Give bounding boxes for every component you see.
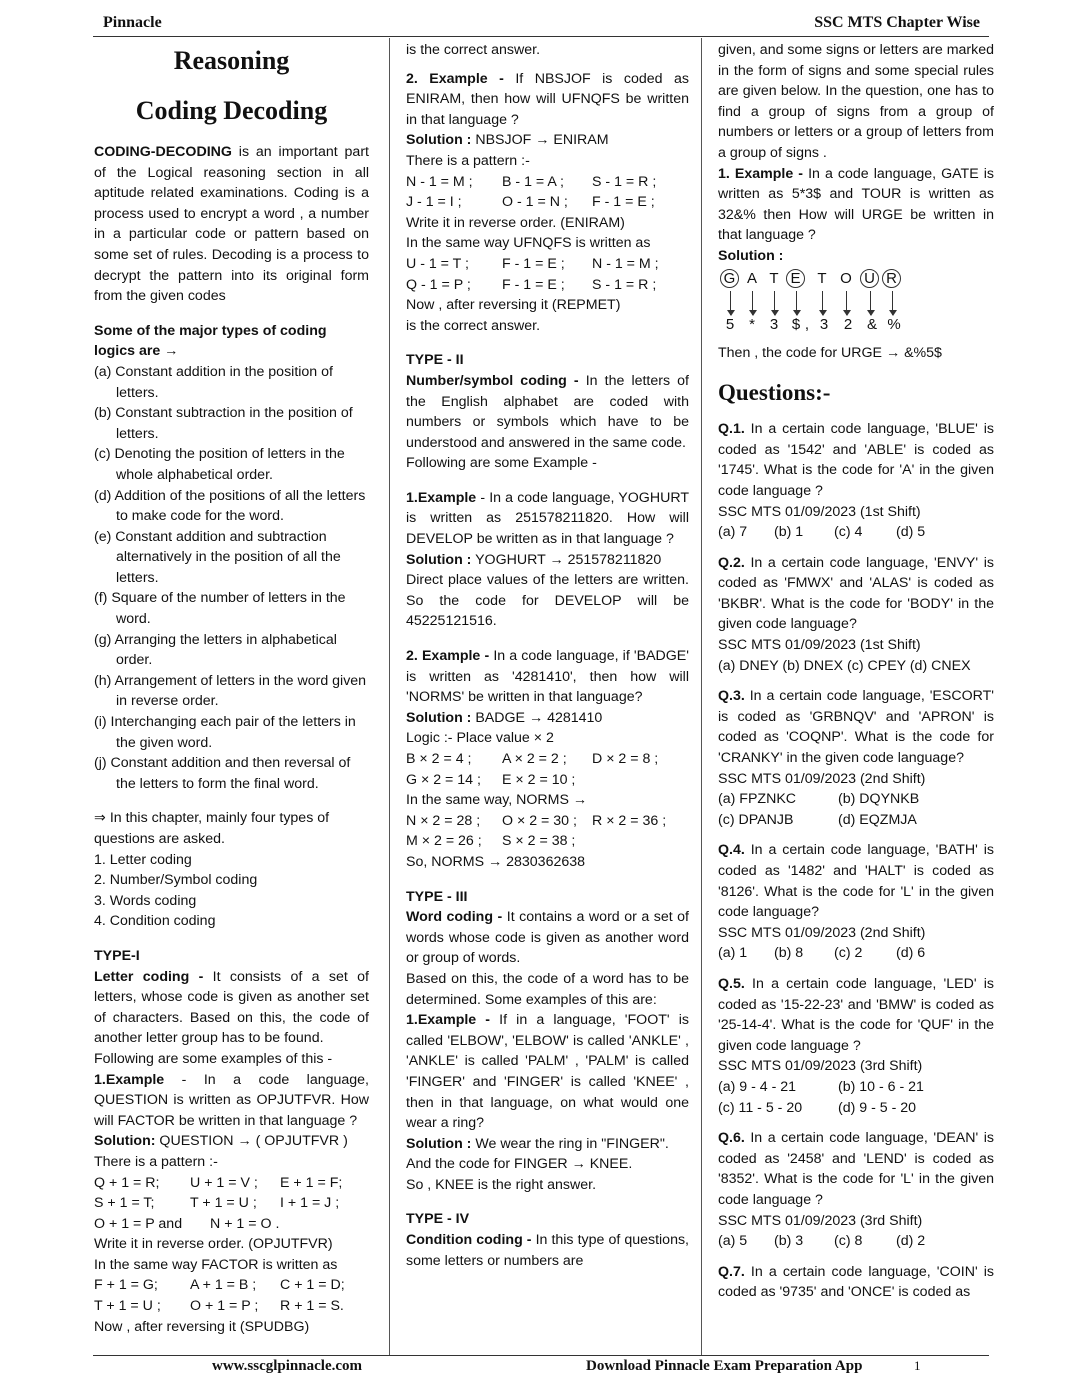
diagram-value: 5 — [725, 315, 735, 333]
diagram-letter: O — [840, 269, 852, 287]
example-solution — [406, 550, 689, 571]
pattern-cell: O + 1 = P and — [94, 1215, 183, 1232]
diagram-letter: A — [746, 269, 757, 287]
list-item: (g) Arranging the letters in alphabetical order. — [94, 631, 337, 669]
option: (d) 5 — [896, 524, 926, 541]
pattern-cell: S × 2 = 38 ; — [502, 833, 576, 850]
word-coding-paragraph — [406, 907, 689, 969]
question-2 — [718, 553, 994, 677]
solution-text: We wear the ring in "FINGER". — [471, 1135, 669, 1152]
question-text: In a certain code language, 'BATH' is coded as '1482' and 'HALT' is coded as '8126'. What is the code for 'L' in the given code language? — [718, 842, 994, 921]
pattern-cell: F - 1 = E ; — [502, 255, 565, 272]
diagram-value: $ — [791, 315, 801, 333]
pattern-cell: N - 1 = M ; — [406, 173, 473, 190]
diagram-arrow — [822, 291, 823, 315]
header-brand: Pinnacle — [103, 14, 162, 31]
solution-text: BADGE → 4281410 — [471, 709, 603, 726]
final-text: So , KNEE is the right answer. — [406, 1176, 597, 1193]
reverse-text: Write it in reverse order. (ENIRAM) — [406, 214, 625, 231]
pattern-cell: T + 1 = U ; — [94, 1298, 161, 1315]
pattern-cell: F + 1 = G; — [94, 1277, 158, 1294]
pattern-cell: B × 2 = 4 ; — [406, 751, 472, 767]
solution-label: Solution : — [406, 551, 472, 568]
option: (d) 6 — [896, 945, 926, 962]
diagram-value: 2 — [843, 315, 853, 333]
same-way-text: In the same way, NORMS → — [406, 792, 588, 809]
chapter-note: ⇒ In this chapter, mainly four types of questions are asked. — [94, 810, 330, 847]
intro-term: CODING-DECODING — [94, 144, 232, 160]
question-source: SSC MTS 01/09/2023 (1st Shift) — [718, 637, 921, 654]
question-6 — [718, 1128, 994, 1252]
list-item: (h) Arrangement of letters in the word given in reverse order. — [94, 672, 367, 710]
type4-heading: TYPE - IV — [406, 1211, 470, 1228]
question-text: In a certain code language, 'LED' is coded as '15-22-23' and 'BMW' is coded as '25-14-4'. What is the code for 'QUF' in the given code language ? — [718, 975, 994, 1054]
pattern-cell: G × 2 = 14 ; — [406, 771, 481, 788]
pattern-row — [94, 1296, 369, 1317]
option: (c) 2 — [834, 945, 863, 962]
option: (c) DPANJB — [718, 811, 794, 828]
pattern-row — [406, 770, 689, 791]
condition-coding-text: In this type of questions, some letters or numbers are — [406, 1232, 689, 1269]
option: (b) 1 — [774, 524, 804, 541]
pattern-cell: O - 1 = N ; — [502, 194, 568, 211]
intro-paragraph — [94, 142, 369, 307]
type2-example-1 — [406, 488, 689, 550]
pattern-cell: E × 2 = 10 ; — [502, 771, 576, 788]
option: (b) 8 — [774, 945, 804, 962]
diagram-arrow — [846, 291, 847, 315]
same-way-text: In the same way UFNQFS is written as — [406, 235, 651, 252]
question-source: SSC MTS 01/09/2023 (2nd Shift) — [718, 770, 926, 787]
example-solution — [94, 1131, 369, 1152]
type3-example — [406, 1010, 689, 1134]
type2-example-2 — [406, 646, 689, 708]
solution-label: Solution : — [406, 709, 472, 726]
question-source: SSC MTS 01/09/2023 (3rd Shift) — [718, 1058, 923, 1075]
type2-heading: TYPE - II — [406, 352, 464, 369]
column-3 — [718, 40, 994, 1303]
pattern-row — [94, 1214, 369, 1235]
question-text: In a certain code language, 'ENVY' is coded as 'FMWX' and 'ALAS' is coded as 'BKBR'. What is the code for 'BODY' in the given code language? — [718, 554, 994, 633]
question-number: Q.6. — [718, 1130, 745, 1147]
solution-label: Solution : — [406, 132, 472, 149]
page-title: Reasoning — [173, 46, 290, 75]
pattern-cell: S - 1 = R ; — [592, 276, 657, 293]
question-4 — [718, 840, 994, 964]
example-condition — [718, 164, 994, 246]
example-label: 2. Example - — [406, 648, 490, 665]
question-source: SSC MTS 01/09/2023 (2nd Shift) — [718, 924, 926, 941]
based-text: Based on this, the code of a word has to be determined. Some examples of this are: — [406, 970, 689, 1008]
pattern-cell: E + 1 = F; — [280, 1174, 343, 1191]
diagram-letter: R — [882, 269, 901, 288]
question-3 — [718, 686, 994, 830]
column-divider-2 — [701, 38, 702, 1356]
example-solution — [406, 1134, 689, 1155]
list-item: (b) Constant subtraction in the position of letters. — [94, 405, 353, 442]
question-7 — [718, 1262, 994, 1303]
intro-text: is an important part of the Logical reasoning section in all aptitude related examinations. Coding is a process used to encrypt a word , a number in a particular code or pattern based on some set of rules. Decoding is a process to decrypt the pattern into its original form from the given codes — [94, 144, 369, 305]
number-coding-text: In the letters of the English alphabet are coded with numbers or symbols which have to be understood and answered in the same code. — [406, 372, 689, 451]
question-1 — [718, 419, 994, 543]
column-2 — [406, 40, 689, 1271]
pattern-cell: B - 1 = A ; — [502, 173, 564, 190]
option: (c) 8 — [834, 1233, 863, 1250]
example-label: 1.Example - — [406, 1012, 491, 1029]
example-solution — [406, 130, 689, 151]
number-coding-paragraph — [406, 371, 689, 453]
pattern-row — [406, 275, 689, 296]
list-item: (c) Denoting the position of letters in the whole alphabetical order. — [94, 446, 345, 483]
pattern-cell: J - 1 = I ; — [406, 194, 462, 211]
column-1 — [94, 40, 369, 1337]
pattern-cell: S + 1 = T; — [94, 1195, 155, 1212]
type-list-item: 4. Condition coding — [94, 913, 216, 930]
pattern-cell: U + 1 = V ; — [190, 1174, 258, 1191]
option: (d) 2 — [896, 1233, 926, 1250]
diagram-value: % — [887, 315, 901, 333]
type-list-item: 2. Number/Symbol coding — [94, 872, 258, 889]
solution-text: NBSJOF → ENIRAM — [471, 132, 609, 149]
question-number: Q.5. — [718, 975, 745, 992]
pattern-cell: R × 2 = 36 ; — [592, 812, 667, 829]
pattern-cell: O + 1 = P ; — [190, 1298, 259, 1315]
following-text: Following are some examples of this - — [94, 1050, 333, 1067]
questions-heading: Questions:- — [718, 380, 831, 406]
word-coding-term: Word coding - — [406, 909, 503, 926]
pattern-cell: U - 1 = T ; — [406, 255, 469, 272]
code-diagram — [718, 269, 994, 339]
option: (a) 1 — [718, 945, 748, 962]
question-text: In a certain code language, 'ESCORT' is coded as 'GRBNQV' and 'APRON' is coded as 'COQNP'. What is the code for 'CRANKY' in the given code language? — [718, 688, 994, 767]
same-way-text: In the same way FACTOR is written as — [94, 1256, 338, 1273]
explain-text: Direct place values of the letters are written. So the code for DEVELOP will be 45225121516. — [406, 572, 689, 630]
diagram-arrow — [892, 291, 893, 315]
diagram-separator: , — [804, 315, 810, 333]
code-text: And the code for FINGER → KNEE. — [406, 1156, 633, 1173]
option: (a) 9 - 4 - 21 — [718, 1078, 797, 1095]
reverse-text: Write it in reverse order. (OPJUTFVR) — [94, 1236, 333, 1253]
example-label: 1.Example — [94, 1071, 165, 1088]
footer-website[interactable]: www.sscglpinnacle.com — [212, 1358, 362, 1374]
diagram-value: & — [866, 315, 877, 333]
pattern-row — [406, 254, 689, 275]
diagram-letter: T — [817, 269, 827, 287]
final-text: is the correct answer. — [406, 317, 541, 334]
question-text: In a certain code language, 'COIN' is coded as '9735' and 'ONCE' is coded as — [718, 1263, 994, 1301]
solution-label: Solution : — [718, 247, 784, 264]
pattern-cell: Q - 1 = P ; — [406, 276, 471, 293]
list-item: (a) Constant addition in the position of letters. — [94, 363, 333, 401]
final-text: Now , after reversing it (REPMET) — [406, 297, 621, 314]
option: (d) EQZMJA — [838, 811, 917, 828]
diagram-value: 3 — [769, 315, 779, 333]
pattern-cell: N × 2 = 28 ; — [406, 812, 481, 829]
logics-list — [94, 362, 369, 794]
pattern-cell: T + 1 = U ; — [190, 1195, 257, 1212]
pattern-cell: M × 2 = 26 ; — [406, 833, 482, 850]
pattern-cell: S - 1 = R ; — [592, 173, 657, 190]
diagram-letter: T — [769, 269, 779, 287]
type1-heading: TYPE-I — [94, 947, 140, 964]
list-item: (f) Square of the number of letters in the word. — [94, 590, 346, 628]
question-source: SSC MTS 01/09/2023 (1st Shift) — [718, 503, 921, 520]
header-chapter: SSC MTS Chapter Wise — [814, 14, 980, 31]
final-text: So, NORMS → 2830362638 — [406, 853, 586, 870]
list-item: (e) Constant addition and subtraction alternatively in the position of all the letters. — [94, 528, 341, 586]
option: (b) DQYNKB — [838, 791, 920, 808]
question-number: Q.4. — [718, 842, 745, 859]
question-number: Q.3. — [718, 688, 745, 705]
question-text: In a certain code language, 'DEAN' is coded as '2458' and 'LEND' is coded as '8352'. What is the code for 'L' in the given code language ? — [718, 1130, 994, 1208]
page-number: 1 — [914, 1358, 921, 1373]
number-coding-term: Number/symbol coding - — [406, 372, 579, 389]
example-text: - In a code language, QUESTION is written as OPJUTFVR. How will FACTOR be written in that language ? — [94, 1071, 369, 1129]
question-number: Q.1. — [718, 421, 745, 438]
pattern-cell: N + 1 = O . — [210, 1215, 280, 1232]
example-text: In a code language, GATE is written as 5*3$ and TOUR is written as 32&% then How will URGE be written in that language ? — [718, 165, 994, 244]
option: (d) 9 - 5 - 20 — [838, 1099, 917, 1116]
list-item: (i) Interchanging each pair of the letters in the given word. — [94, 714, 356, 751]
option: (a) 5 — [718, 1233, 748, 1250]
diagram-arrow — [774, 291, 775, 315]
diagram-arrow — [752, 291, 753, 315]
chapter-title: Coding Decoding — [135, 96, 328, 125]
pattern-row — [406, 831, 689, 852]
logic-text: Logic :- Place value × 2 — [406, 730, 554, 747]
diagram-arrow — [870, 291, 871, 315]
example-text: If in a language, 'FOOT' is called 'ELBOW', 'ELBOW' is called 'ANKLE' , 'ANKLE' is called 'PALM' , 'PALM' is called 'FINGER' and 'FINGER' is called 'KNEE' , then in that language, on what would one wear a ring? — [406, 1012, 689, 1132]
column-divider-1 — [389, 38, 390, 1356]
pattern-cell: A × 2 = 2 ; — [502, 751, 567, 767]
diagram-letter: E — [786, 269, 805, 288]
pattern-row — [406, 811, 689, 832]
option: (a) 7 — [718, 524, 748, 541]
pattern-row — [406, 172, 689, 193]
pattern-row — [94, 1173, 369, 1194]
pattern-row — [406, 192, 689, 213]
option: (b) 3 — [774, 1233, 804, 1250]
letter-coding-text: It consists of a set of letters, whose code is given as another set of characters. Based on this, the code of another letter group has to be found. — [94, 968, 369, 1047]
continued-text: given, and some signs or letters are marked in the form of signs and some special rules are given below. In the question, one has to find a group of signs from a group of numbers or letters or a group of letters from a group of signs . — [718, 42, 994, 161]
example-label: 2. Example - — [406, 70, 504, 87]
options-line: (a) DNEY (b) DNEX (c) CPEY (d) CNEX — [718, 657, 971, 674]
final-text: Now , after reversing it (SPUDBG) — [94, 1318, 310, 1335]
pattern-cell: A + 1 = B ; — [190, 1277, 257, 1294]
solution-text: YOGHURT → 251578211820 — [471, 551, 662, 568]
pattern-cell: R + 1 = S. — [280, 1298, 344, 1315]
pattern-text: There is a pattern :- — [94, 1153, 218, 1170]
option: (c) 4 — [834, 524, 863, 541]
example-2 — [406, 69, 689, 131]
footer-divider — [93, 1355, 989, 1356]
example-text: If NBSJOF is coded as ENIRAM, then how will UFNQFS be written in that language ? — [406, 70, 689, 128]
type3-heading: TYPE - III — [406, 888, 468, 905]
diagram-letter: U — [860, 269, 879, 288]
type-list-item: 3. Words coding — [94, 892, 197, 909]
pattern-cell: O × 2 = 30 ; — [502, 812, 577, 829]
letter-coding-paragraph — [94, 967, 369, 1049]
option: (b) 10 - 6 - 21 — [838, 1078, 924, 1095]
continued-text: is the correct answer. — [406, 42, 541, 58]
pattern-cell: F - 1 = E ; — [502, 276, 565, 293]
list-item: (j) Constant addition and then reversal of the letters to form the final word. — [94, 755, 351, 792]
example-label: 1. Example - — [718, 165, 804, 182]
type-list-item: 1. Letter coding — [94, 851, 192, 868]
header-divider — [93, 36, 989, 37]
question-5 — [718, 974, 994, 1118]
question-source: SSC MTS 01/09/2023 (3rd Shift) — [718, 1212, 923, 1229]
diagram-letter: G — [720, 269, 739, 288]
example-1 — [94, 1070, 369, 1132]
then-text: Then , the code for URGE → &%5$ — [718, 344, 942, 361]
solution-label: Solution: — [94, 1133, 156, 1150]
pattern-row — [406, 749, 689, 770]
pattern-cell: C + 1 = D; — [280, 1277, 345, 1294]
pattern-cell: N - 1 = M ; — [592, 255, 659, 272]
pattern-row — [94, 1193, 369, 1214]
pattern-cell: Q + 1 = R; — [94, 1174, 160, 1191]
option: (a) FPZNKC — [718, 791, 797, 808]
footer-app-promo: Download Pinnacle Exam Preparation App — [586, 1358, 863, 1374]
list-item: (d) Addition of the positions of all the letters to make code for the word. — [94, 487, 366, 525]
diagram-arrow — [796, 291, 797, 315]
pattern-cell: I + 1 = J ; — [280, 1195, 340, 1212]
solution-label: Solution : — [406, 1135, 472, 1152]
following-text: Following are some Example - — [406, 455, 597, 472]
pattern-cell: D × 2 = 8 ; — [592, 751, 659, 767]
condition-coding-paragraph — [406, 1230, 689, 1271]
word-coding-text: It contains a word or a set of words whose code is given as another word or group of words. — [406, 909, 690, 967]
question-number: Q.7. — [718, 1263, 745, 1280]
example-solution — [406, 708, 689, 729]
pattern-text: There is a pattern :- — [406, 152, 530, 169]
condition-coding-term: Condition coding - — [406, 1232, 532, 1249]
example-text: In a code language, if 'BADGE' is written as '4281410', then how will 'NORMS' be written in that language? — [406, 648, 689, 706]
diagram-value: * — [749, 315, 755, 333]
major-logics-heading: Some of the major types of coding logics are → — [94, 322, 327, 360]
pattern-cell: F - 1 = E ; — [592, 194, 655, 211]
pattern-row — [94, 1275, 369, 1296]
question-text: In a certain code language, 'BLUE' is coded as '1542' and 'ABLE' is coded as '1745'. What is the code for 'A' in the given code language ? — [718, 421, 994, 499]
solution-text: QUESTION → ( OPJUTFVR ) — [155, 1133, 348, 1150]
question-number: Q.2. — [718, 554, 745, 571]
diagram-value: 3 — [819, 315, 829, 333]
diagram-arrow — [730, 291, 731, 315]
letter-coding-term: Letter coding - — [94, 968, 204, 985]
example-label: 1.Example — [406, 489, 477, 506]
option: (c) 11 - 5 - 20 — [718, 1099, 803, 1116]
example-text: - In a code language, YOGHURT is written as 251578211820. How will DEVELOP be written as in that language ? — [406, 489, 689, 548]
